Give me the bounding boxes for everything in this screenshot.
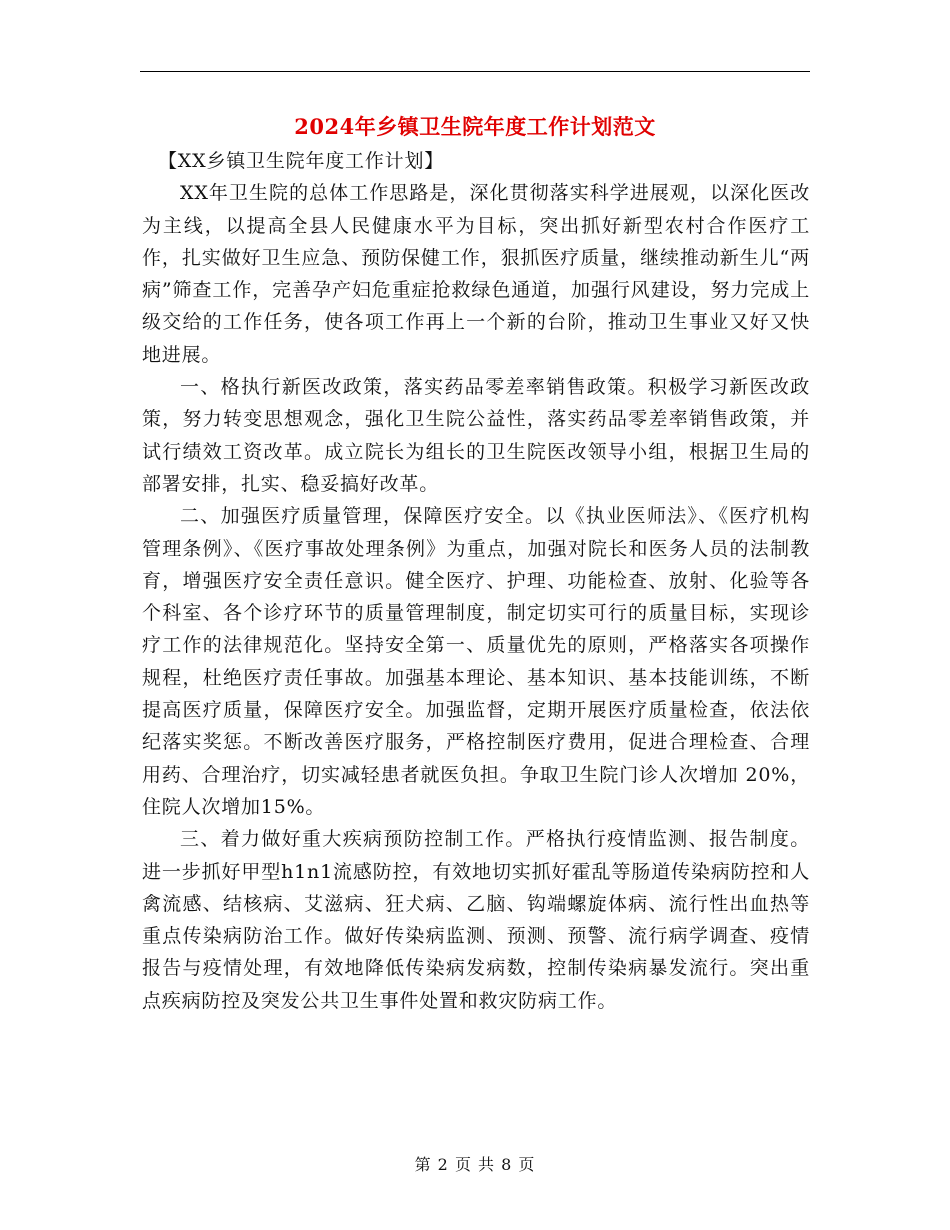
- document-title: 2024年乡镇卫生院年度工作计划范文: [294, 114, 656, 139]
- section-heading: 【XX乡镇卫生院年度工作计划】: [158, 150, 445, 172]
- paragraph-item-1: 一、格执行新医改政策，落实药品零差率销售政策。积极学习新医改政策，努力转变思想观念，强化卫生院公益性，落实药品零差率销售政策，并试行绩效工资改革。成立院长为组长的卫生院医改领导小组，根据卫生局的部署安排，扎实、稳妥搞好改革。: [142, 376, 810, 495]
- page-number: 第 2 页 共 8 页: [414, 1155, 536, 1174]
- paragraph-overview: XX年卫生院的总体工作思路是，深化贯彻落实科学进展观，以深化医改为主线，以提高全县人民健康水平为目标，突出抓好新型农村合作医疗工作，扎实做好卫生应急、预防保健工作，狠抓医疗质量，继续推动新生儿“两病”筛查工作，完善孕产妇危重症抢救绿色通道，加强行风建设，努力完成上级交给的工作任务，使各项工作再上一个新的台阶，推动卫生事业又好又快地进展。: [142, 182, 810, 366]
- paragraph-item-3: 三、着力做好重大疾病预防控制工作。严格执行疫情监测、报告制度。进一步抓好甲型h1n1流感防控，有效地切实抓好霍乱等肠道传染病防控和人禽流感、结核病、艾滋病、狂犬病、乙脑、钩端螺旋体病、流行性出血热等重点传染病防治工作。做好传染病监测、预测、预警、流行病学调查、疫情报告与疫情处理，有效地降低传染病发病数，控制传染病暴发流行。突出重点疾病防控及突发公共卫生事件处置和救灾防病工作。: [142, 828, 810, 1012]
- document-body: [142, 145, 810, 1017]
- header-rule: [140, 71, 810, 72]
- paragraph-item-2: 二、加强医疗质量管理，保障医疗安全。以《执业医师法》、《医疗机构管理条例》、《医疗事故处理条例》为重点，加强对院长和医务人员的法制教育，增强医疗安全责任意识。健全医疗、护理、功能检查、放射、化验等各个科室、各个诊疗环节的质量管理制度，制定切实可行的质量目标，实现诊疗工作的法律规范化。坚持安全第一、质量优先的原则，严格落实各项操作规程，杜绝医疗责任事故。加强基本理论、基本知识、基本技能训练，不断提高医疗质量，保障医疗安全。加强监督，定期开展医疗质量检查，依法依纪落实奖惩。不断改善医疗服务，严格控制医疗费用，促进合理检查、合理用药、合理治疗，切实减轻患者就医负担。争取卫生院门诊人次增加 20%，住院人次增加15%。: [142, 505, 810, 818]
